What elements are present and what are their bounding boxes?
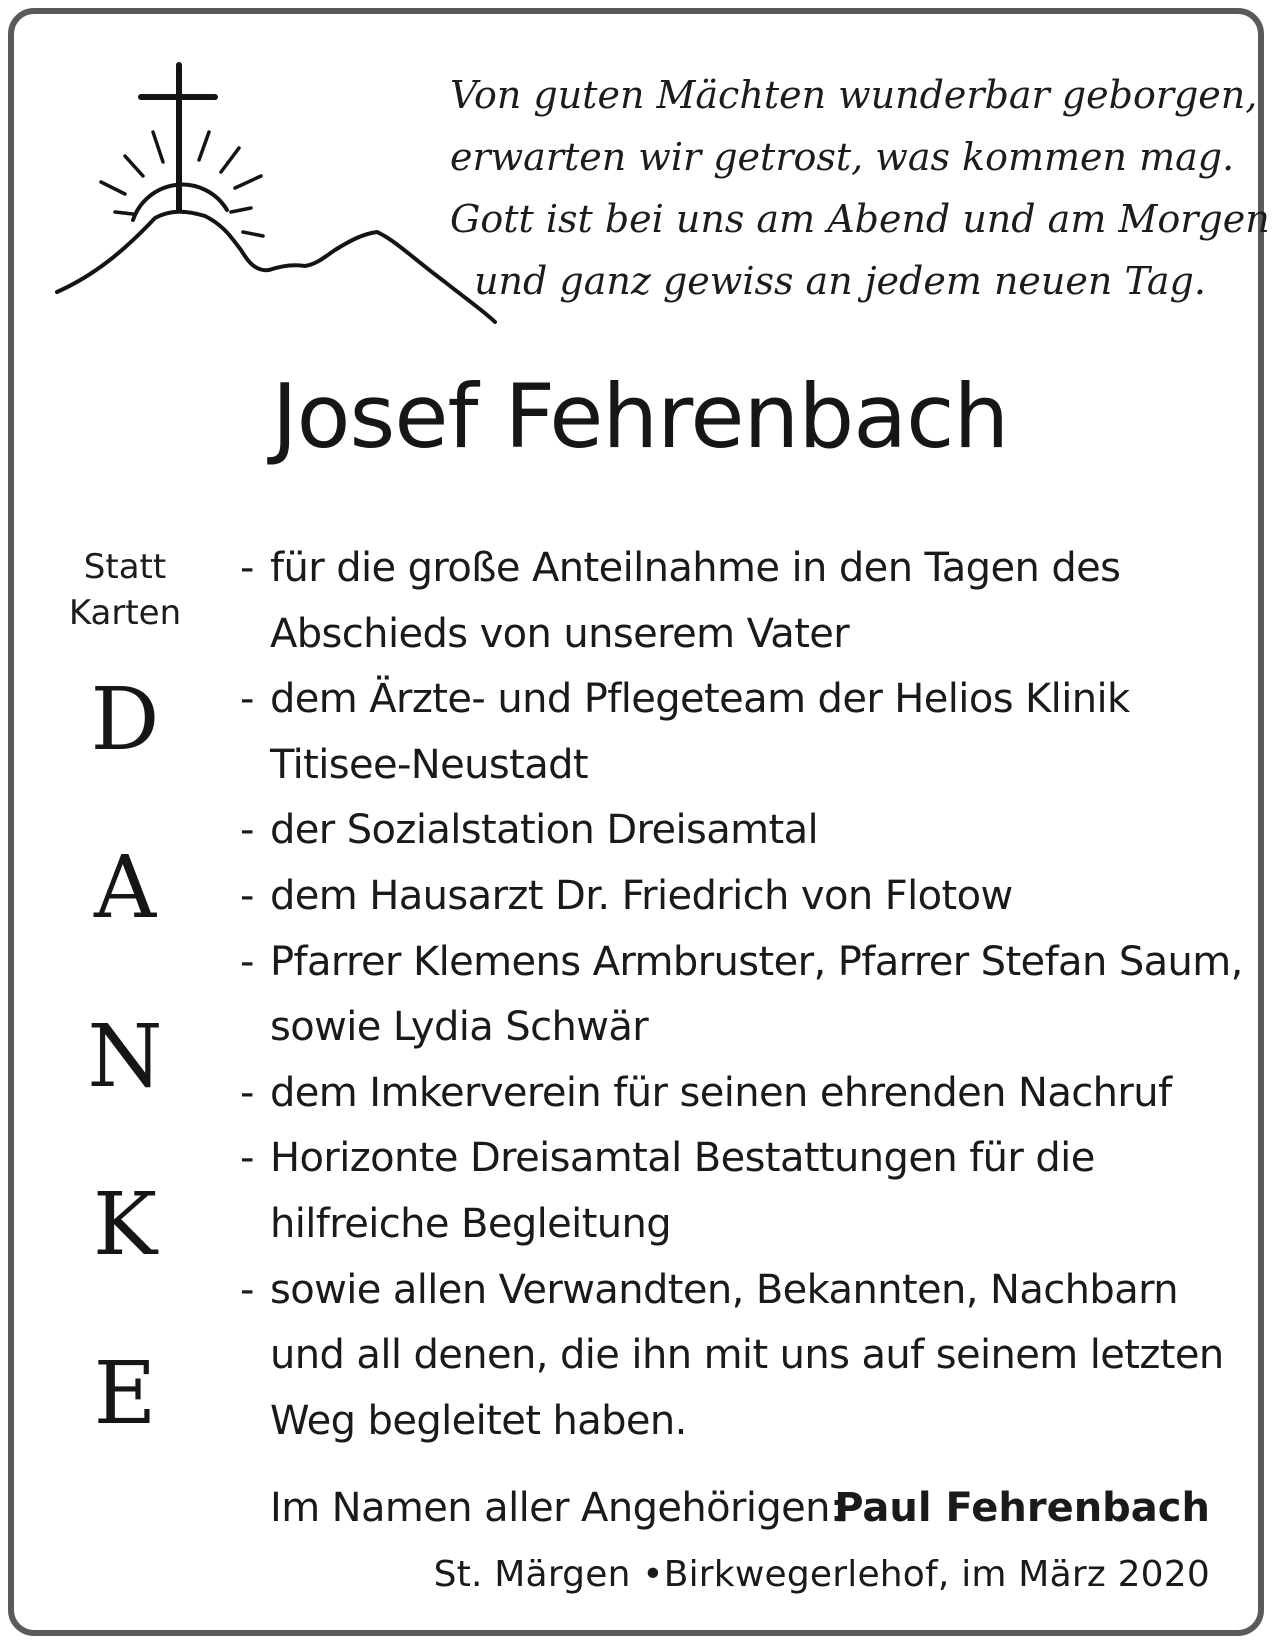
thanks-text: für die große Anteilnahme in den Tagen des: [270, 545, 1121, 591]
thanks-line: [240, 667, 1250, 733]
danke-letter-e: E: [93, 1344, 157, 1444]
thanks-line: [240, 995, 1250, 1061]
poem-line: erwarten wir getrost, was kommen mag.: [450, 135, 1235, 179]
thanks-line: [240, 1126, 1250, 1192]
thanks-line: [240, 930, 1250, 996]
statt-label: Statt: [83, 547, 167, 587]
dash: -: [240, 1135, 254, 1182]
dash: -: [240, 1069, 254, 1116]
dash: -: [240, 938, 254, 985]
poem-line: und ganz gewiss an jedem neuen Tag.: [474, 259, 1206, 303]
danke-letter-a: A: [93, 838, 157, 938]
signature-line: [270, 1478, 1230, 1538]
thanks-text: Horizonte Dreisamtal Bestattungen für die: [270, 1135, 1095, 1182]
poem-line: Gott ist bei uns am Abend und am Morgen: [450, 197, 1270, 241]
thanks-list: [240, 536, 1250, 1454]
deceased-name: Josef Fehrenbach: [271, 365, 1009, 468]
thanks-text: der Sozialstation Dreisamtal: [270, 807, 819, 854]
poem-line: Von guten Mächten wunderbar geborgen,: [450, 73, 1258, 117]
danke-letter-d: D: [90, 670, 160, 770]
karten-label: Karten: [68, 593, 182, 633]
dash: -: [240, 872, 254, 919]
thanks-text: sowie allen Verwandten, Bekannten, Nachbarn: [270, 1266, 1179, 1313]
thanks-text: dem Hausarzt Dr. Friedrich von Flotow: [270, 872, 1013, 919]
dash: -: [240, 545, 254, 591]
thanks-text: Pfarrer Klemens Armbruster, Pfarrer Stefan Saum,: [270, 938, 1243, 985]
thanks-line: [240, 864, 1250, 930]
thanks-line: [240, 1061, 1250, 1127]
thanks-line: [240, 1192, 1250, 1258]
thanks-line: [240, 798, 1250, 864]
danke-letter-n: N: [87, 1007, 163, 1107]
thanks-text: dem Ärzte- und Pflegeteam der Helios Klinik: [270, 676, 1130, 723]
thanks-text: und all denen, die ihn mit uns auf seinem letzten: [270, 1332, 1224, 1379]
dash: -: [240, 807, 254, 854]
thanks-text: Titisee-Neustadt: [270, 741, 588, 788]
thanks-line: [240, 733, 1250, 799]
thanks-text: hilfreiche Begleitung: [270, 1200, 672, 1247]
place-date-rest: Birkwegerlehof, im März 2020: [663, 1554, 1210, 1595]
bullet-separator: •: [642, 1554, 664, 1595]
dash: -: [240, 676, 254, 723]
thanks-line: [240, 1389, 1250, 1455]
thanks-line: [240, 536, 1250, 602]
thanks-text: Weg begleitet haben.: [270, 1397, 687, 1444]
statt-karten: [50, 544, 200, 636]
thanks-line: [240, 602, 1250, 668]
danke-letter-k: K: [92, 1175, 158, 1275]
thanks-text: Abschieds von unserem Vater: [270, 610, 850, 657]
thanks-line: [240, 1258, 1250, 1324]
thanks-text: sowie Lydia Schwär: [270, 1004, 649, 1051]
thanks-text: dem Imkerverein für seinen ehrenden Nachruf: [270, 1069, 1172, 1116]
signer-name: Paul Fehrenbach: [834, 1485, 1210, 1531]
place-date: [434, 1550, 1210, 1600]
poem: [450, 64, 1270, 312]
place-name: St. Märgen: [433, 1554, 631, 1595]
signature-label: Im Namen aller Angehörigen:: [270, 1485, 843, 1531]
dash: -: [240, 1266, 254, 1313]
thanks-line: [240, 1323, 1250, 1389]
